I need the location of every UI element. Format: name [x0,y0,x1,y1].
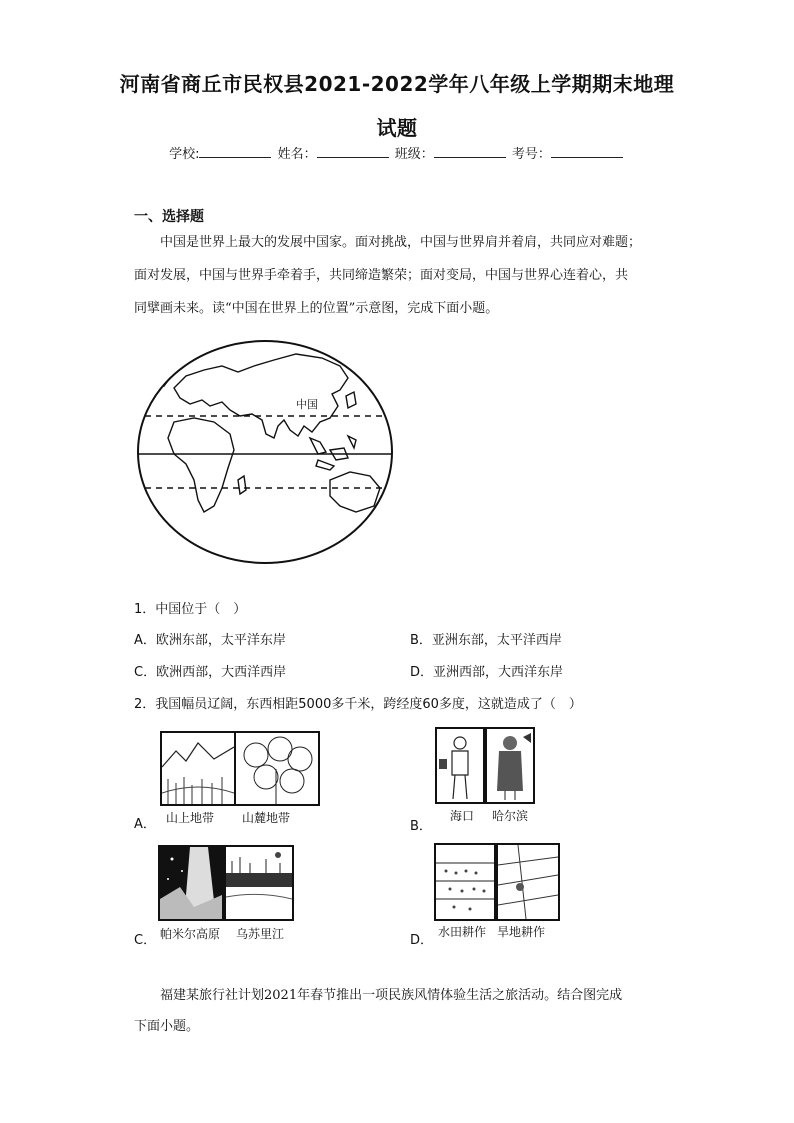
q2-option-b-caption-right: 哈尔滨 [492,809,529,823]
intro2-line-2: 下面小题。 [134,1019,200,1034]
q2-option-a-caption-right: 山麓地带 [242,811,291,825]
field-school-blank[interactable] [199,145,271,158]
haikou-person-picture [435,727,485,804]
q1-stem: 1．中国位于（ ） [134,602,247,617]
q1-option-b[interactable]: B．亚洲东部，太平洋西岸 [410,633,562,648]
q1-option-c[interactable]: C．欧洲西部，大西洋西岸 [134,665,287,680]
intro-line-1: 中国是世界上最大的发展中国家。面对挑战，中国与世界肩并着肩，共同应对难题； [160,235,642,250]
field-class-label: 班级： [394,147,434,162]
field-class-blank[interactable] [434,145,506,158]
paper-title-line1: 河南省商丘市民权县2021-2022学年八年级上学期期末地理 [119,72,675,96]
section-heading: 一、选择题 [134,209,204,225]
q2-option-d-caption-right: 旱地耕作 [497,925,546,939]
field-name-blank[interactable] [317,145,389,158]
field-school-label: 学校: [169,147,200,162]
pamir-plateau-picture [158,845,224,921]
paper-title-line2: 试题 [376,116,418,140]
dry-field-picture [496,843,560,921]
q2-option-b-image[interactable] [435,727,535,805]
q2-option-b-caption-left: 海口 [450,809,475,823]
intro2-line-1: 福建某旅行社计划2021年春节推出一项民族风情体验生活之旅活动。结合图完成 [160,988,623,1003]
q2-option-c-caption-right: 乌苏里江 [236,927,285,941]
q2-option-d-letter[interactable]: D． [410,933,434,948]
q2-stem: 2．我国幅员辽阔，东西相距5000多千米，跨经度60多度，这就造成了（ ） [134,697,582,712]
q2-option-c-caption-left: 帕米尔高原 [160,927,221,941]
q2-option-a-caption-left: 山上地带 [166,811,215,825]
mountain-top-picture [160,731,236,806]
paddy-field-picture [434,843,496,921]
field-number-blank[interactable] [551,145,623,158]
intro-line-3: 同擘画未来。读“中国在世界上的位置”示意图，完成下面小题。 [134,301,499,316]
q2-option-c-letter[interactable]: C． [134,933,157,948]
q2-option-d-caption-left: 水田耕作 [438,925,487,939]
world-map-figure [134,330,396,566]
globe-map-svg [134,330,396,566]
q2-option-d-image[interactable] [434,843,560,921]
field-name-label: 姓名： [277,147,317,162]
mountain-foot-picture [234,731,320,806]
intro-line-2: 面对发展，中国与世界手牵着手，共同缔造繁荣；面对变局，中国与世界心连着心，共 [134,268,629,283]
map-label-china: 中国 [296,398,318,411]
wusuli-river-picture [224,845,294,921]
q1-option-a[interactable]: A．欧洲东部，太平洋东岸 [134,633,286,648]
q1-option-d[interactable]: D．亚洲西部，大西洋东岸 [410,665,564,680]
student-info-line [0,143,794,162]
q2-option-a-letter[interactable]: A． [134,817,156,832]
q2-option-b-letter[interactable]: B． [410,819,432,834]
field-number-label: 考号： [511,147,551,162]
q2-option-c-image[interactable] [158,845,294,921]
harbin-person-picture [485,727,535,804]
q2-option-a-image[interactable] [160,731,320,806]
